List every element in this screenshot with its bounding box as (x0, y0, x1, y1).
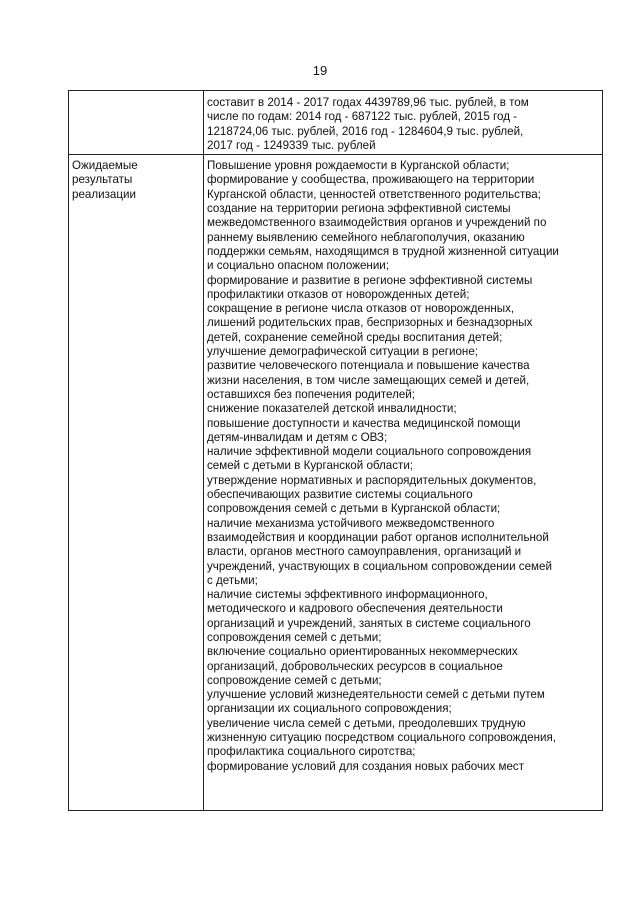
text-line: составит в 2014 - 2017 годах 4439789,96 тыс. рублей, в том (207, 96, 529, 109)
label-line: результаты (72, 173, 133, 187)
text-line: детям-инвалидам и детям с ОВЗ; (207, 430, 388, 444)
text-line: создание на территории региона эффективной системы (207, 202, 511, 216)
text-line: оставшихся без попечения родителей; (207, 387, 415, 401)
table-row-financing-continuation (69, 91, 603, 155)
text-line: детей, сохранение семейной среды воспитания детей; (207, 330, 503, 344)
text-line: обеспечивающих развитие системы социального (207, 488, 473, 502)
text-line: организаций и учреждений, занятых в системе социального (207, 616, 531, 630)
text-line: методического и кадрового обеспечения деятельности (207, 602, 503, 616)
text-line: межведомственного взаимодействия органов и учреждений по (207, 216, 547, 230)
expected-results-text-cell (204, 155, 603, 811)
text-line: числе по годам: 2014 год - 687122 тыс. рублей, 2015 год - (207, 110, 518, 124)
page-number: 19 (312, 63, 328, 78)
text-line: развитие человеческого потенциала и повышение качества (207, 359, 530, 373)
empty-label-cell (69, 91, 204, 155)
text-line: с детьми; (207, 573, 258, 587)
text-line: формирование условий для создания новых рабочих мест (207, 759, 525, 773)
text-line: жизненную ситуацию посредством социального сопровождения, (207, 731, 556, 745)
text-line: организаций, добровольческих ресурсов в социальное (207, 659, 503, 673)
text-line: наличие эффективной модели социального сопровождения (207, 445, 532, 459)
text-line: и социально опасном положении; (207, 259, 389, 273)
text-line: 2017 год - 1249339 тыс. рублей (207, 138, 376, 152)
text-line: наличие системы эффективного информационного, (207, 588, 488, 602)
text-line: формирование у сообщества, проживающего на территории (207, 173, 535, 187)
text-line: включение социально ориентированных некоммерческих (207, 645, 518, 659)
text-line: повышение доступности и качества медицинской помощи (207, 416, 521, 430)
text-line: организации их социального сопровождения; (207, 702, 452, 716)
text-line: наличие механизма устойчивого межведомственного (207, 516, 495, 530)
text-line: раннему выявлению семейного неблагополучия, оказанию (207, 230, 525, 244)
text-line: профилактики отказов от новорожденных детей; (207, 287, 470, 301)
text-line: снижение показателей детской инвалидности; (207, 402, 457, 416)
text-line: сопровождение семей с детьми; (207, 673, 382, 687)
text-line: формирование и развитие в регионе эффективной системы (207, 273, 533, 287)
label-line: Ожидаемые (72, 159, 138, 173)
text-line: учреждений, участвующих в социальном сопровождении семей (207, 559, 552, 573)
text-line: профилактика социального сиротства; (207, 745, 416, 759)
label-line: реализации (72, 187, 136, 201)
text-line: Повышение уровня рождаемости в Курганской области; (207, 159, 510, 173)
text-line: увеличение числа семей с детьми, преодолевших трудную (207, 716, 526, 730)
financing-text-cell (204, 91, 603, 155)
text-line: сопровождения семей с детьми; (207, 630, 382, 644)
table-row-expected-results (69, 155, 603, 811)
text-line: Курганской области, ценностей ответственного родительства; (207, 187, 541, 201)
text-line: сокращение в регионе числа отказов от новорожденных, (207, 302, 515, 316)
text-line: улучшение условий жизнедеятельности семей с детьми путем (207, 688, 545, 702)
text-line: взаимодействия и координации работ органов исполнительной (207, 530, 549, 544)
text-line: семей с детьми в Курганской области; (207, 459, 414, 473)
text-line: улучшение демографической ситуации в регионе; (207, 345, 478, 359)
expected-results-label-cell (69, 155, 204, 811)
text-line: утверждение нормативных и распорядительных документов, (207, 473, 537, 487)
text-line: жизни населения, в том числе замещающих семей и детей, (207, 373, 530, 387)
text-line: поддержки семьям, находящимся в трудной жизненной ситуации (207, 244, 559, 258)
text-line: 1218724,06 тыс. рублей, 2016 год - 1284604,9 тыс. рублей, (207, 124, 524, 138)
text-line: сопровождения семей с детьми в Курганской области; (207, 502, 501, 516)
text-line: власти, органов местного самоуправления, организаций и (207, 545, 522, 559)
program-passport-table (68, 90, 603, 811)
text-line: лишений родительских прав, беспризорных и безнадзорных (207, 316, 533, 330)
